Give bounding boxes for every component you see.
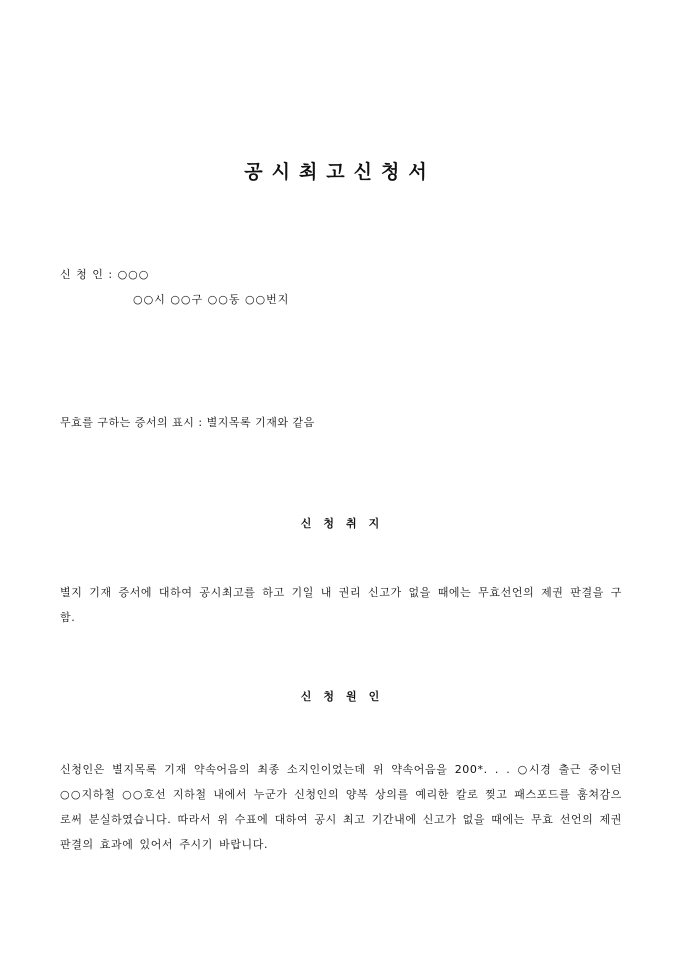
applicant-line: 신 청 인 : ○○○	[60, 268, 150, 281]
invalid-document-line: 무효를 구하는 증서의 표시 : 별지목록 기재와 같음	[60, 416, 315, 429]
purpose-paragraph: 별지 기재 증서에 대하여 공시최고를 하고 기일 내 권리 신고가 없을 때에는 무효선언의 제권 판결을 구함.	[60, 586, 622, 624]
applicant-address: ○○시 ○○구 ○○동 ○○번지	[133, 293, 290, 306]
document-title: 공시최고신청서	[244, 161, 436, 183]
purpose-heading: 신청취지	[300, 517, 392, 530]
cause-heading: 신청원인	[300, 690, 392, 703]
cause-paragraph: 신청인은 별지목록 기재 약속어음의 최종 소지인이었는데 위 약속어음을 200*. . . ○시경 출근 중이던 ○○지하철 ○○호선 지하철 내에서 누군가 신청인의 양복 상의를 예리한 칼로 찢고 패스포드를 훔쳐감으로써 분실하였습니다. 따라서 위 수표에 대하여 공시 최고 기간내에 신고가 없을 때에는 무효 선언의 제권판결의 효과에 있어서 주시기 바랍니다.	[60, 763, 622, 851]
